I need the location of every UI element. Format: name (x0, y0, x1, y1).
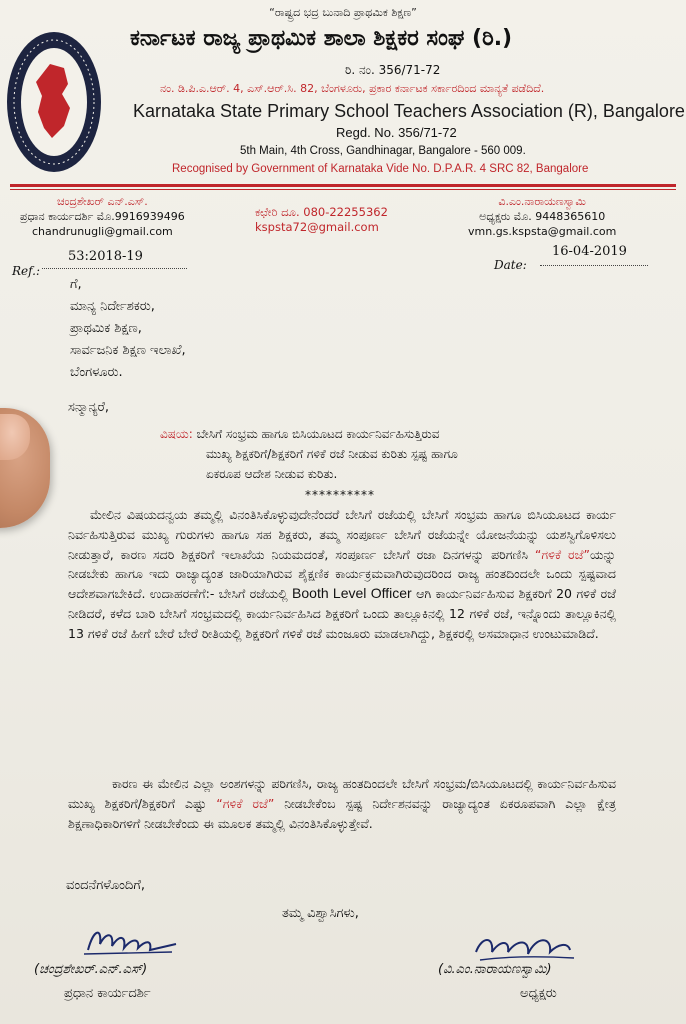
signatory-right-role: ಅಧ್ಯಕ್ಷರು (520, 986, 557, 1001)
reg-number-english: Regd. No. 356/71-72 (336, 125, 457, 140)
date-dotted-line (540, 265, 648, 266)
contact-office (255, 205, 388, 235)
para2-highlight: “ಗಳಿಕೆ ರಜೆ” (216, 795, 275, 811)
header-divider-thin (10, 189, 676, 190)
ref-number: 53:2018-19 (68, 249, 143, 264)
recipient-address (70, 274, 186, 384)
letter-date: 16-04-2019 (552, 244, 627, 259)
subject-line: ಮುಖ್ಯ ಶಿಕ್ಷಕರಿಗೆ/ಶಿಕ್ಷಕರಿಗೆ ಗಳಿಕೆ ರಜೆ ನೀಡುವ ಕುರಿತು ಸ್ಪಷ್ಟ ಹಾಗೂ (206, 447, 458, 461)
subject-label: ವಿಷಯ: (160, 427, 193, 441)
org-title-english: Karnataka State Primary School Teachers Association (R), Bangalore (133, 101, 685, 121)
to-line: ಬೆಂಗಳೂರು. (70, 365, 123, 380)
address: 5th Main, 4th Cross, Gandhinagar, Bangalore - 560 009. (240, 145, 526, 157)
paragraph-1 (68, 505, 616, 644)
booth-level-officer: Booth Level Officer (292, 585, 412, 602)
para2-text: ನೀಡಬೇಕೆಂಬ ಸ್ಪಷ್ಟ ನಿರ್ದೇಶನವನ್ನು ರಾಜ್ಯಾದ್ಯಂತ ಏಕರೂಪವಾಗಿ ಎಲ್ಲಾ ಕ್ಷೇತ್ರ ಶಿಕ್ಷಣಾಧಿಕಾರಿಗಳಿಗೆ ನೀಡಬೇಕೆಂದು ಈ ಮೂಲಕ ತಮ್ಮಲ್ಲಿ ವಿನಂತಿಸಿಕೊಳ್ಳುತ್ತೇವೆ. (68, 795, 616, 831)
president-name: ವಿ.ಎಂ.ನಾರಾಯಣಸ್ವಾಮಿ (498, 195, 586, 208)
recognition-kannada: ನಂ. ಡಿ.ಪಿ.ಎ.ಆರ್. 4, ಎಸ್.ಆರ್.ಸಿ. 82, ಬೆಂಗಳೂರು, ಪ್ರಕಾರ ಕರ್ನಾಟಕ ಸರ್ಕಾರದಿಂದ ಮಾನ್ಯತೆ ಪಡೆದಿದೆ. (160, 82, 545, 95)
secretary-role-phone: ಪ್ರಧಾನ ಕಾರ್ಯದರ್ಶಿ ಮೊ.9916939496 (20, 210, 185, 223)
recognition-english: Recognised by Government of Karnataka Vide No. D.P.A.R. 4 SRC 82, Bangalore (172, 163, 589, 175)
secretary-name: ಚಂದ್ರಶೇಖರ್ ಎನ್.ಎಸ್. (57, 195, 148, 208)
contact-secretary (20, 194, 185, 239)
closing: ವಂದನೆಗಳೊಂದಿಗೆ, (66, 878, 145, 893)
para1-highlight: “ಗಳಿಕೆ ರಜೆ” (534, 546, 590, 562)
to-line: ಪ್ರಾಥಮಿಕ ಶಿಕ್ಷಣ, (70, 321, 142, 336)
salutation: ಸನ್ಮಾನ್ಯರೆ, (68, 400, 110, 415)
to-line: ಸಾರ್ವಜನಿಕ ಶಿಕ್ಷಣ ಇಲಾಖೆ, (70, 343, 186, 358)
signatory-left-role: ಪ್ರಧಾನ ಕಾರ್ಯದರ್ಶಿ (64, 986, 151, 1001)
president-role-phone: ಅಧ್ಯಕ್ಷರು ಮೊ. 9448365610 (479, 210, 606, 223)
ref-dotted-line (42, 268, 187, 269)
subject-line: ಏಕರೂಪ ಆದೇಶ ನೀಡುವ ಕುರಿತು. (206, 467, 338, 481)
association-logo (4, 28, 104, 178)
ref-label: Ref.: (12, 264, 41, 278)
separator-stars: ********** (305, 488, 375, 502)
para2-text: ಕಾರಣ ಈ ಮೇಲಿನ ಎಲ್ಲಾ ಅಂಶಗಳನ್ನು ಪರಿಗಣಿಸಿ, ರಾಜ್ಯ ಹಂತದಿಂದಲೇ ಬೇಸಿಗೆ ಸಂಭ್ರಮ/ಬಿಸಿಯೂಟದಲ್ಲಿ ಕಾರ್ಯನಿರ್ವಹಿಸುವ ಮುಖ್ಯ ಶಿಕ್ಷಕರಿಗೆ/ಶಿಕ್ಷಕರಿಗೆ ಎಷ್ಟು (68, 776, 616, 811)
subject (160, 424, 458, 484)
para1-text: ಆಗಿ ಕಾರ್ಯನಿರ್ವಹಿಸುವ ಶಿಕ್ಷಕರಿಗೆ 20 ಗಳಿಕೆ ರಜೆ ನೀಡಿದರೆ, ಕಳೆದ ಬಾರಿ ಬೇಸಿಗೆ ಸಂಭ್ರಮದಲ್ಲಿ ಕಾರ್ಯನಿರ್ವಹಿಸಿದ ಶಿಕ್ಷಕರಿಗೆ ಒಂದು ತಾಲ್ಲೂಕಿನಲ್ಲಿ 12 ಗಳಿಕೆ ರಜೆ, ಇನ್ನೊಂದು ತಾಲ್ಲೂಕಿನಲ್ಲಿ 13 ಗಳಿಕೆ ರಜೆ ಹೀಗೆ ಬೇರೆ ಬೇರೆ ರೀತಿಯಲ್ಲಿ ಶಿಕ್ಷಕರಿಗೆ ಗಳಿಕೆ ರಜೆ ಮಂಜೂರು ಮಾಡಲಾಗಿದ್ದು, ಶಿಕ್ಷಕರಲ್ಲಿ ಅಸಮಾಧಾನ ಉಂಟುಮಾಡಿದೆ. (68, 586, 616, 641)
paragraph-2 (68, 774, 616, 833)
president-email: vmn.gs.kspsta@gmail.com (468, 225, 617, 238)
para1-text: ಯನ್ನು ನೀಡಬೇಕು ಹಾಗೂ ಇದು ರಾಜ್ಯಾದ್ಯಂತ ಜಾರಿಯಾಗಿರುವ ಶೈಕ್ಷಣಿಕ ಕಾರ್ಯಕ್ರಮವಾಗಿರುವುದರಿಂದ ರಾಜ್ಯ ಹಂತದಿಂದಲೇ ಒಂದು ಸ್ಪಷ್ಟವಾದ ಆದೇಶವಾಗಬೇಕಿದೆ. ಉದಾಹರಣೆಗೆ:- ಬೇಸಿಗೆ ರಜೆಯಲ್ಲಿ (68, 546, 617, 602)
office-email: kspsta72@gmail.com (255, 220, 379, 234)
signatory-right-name: (ವಿ.ಎಂ.ನಾರಾಯಣಸ್ವಾಮಿ) (438, 962, 552, 977)
subject-line: ಬೇಸಿಗೆ ಸಂಭ್ರಮ ಹಾಗೂ ಬಿಸಿಯೂಟದ ಕಾರ್ಯನಿರ್ವಹಿಸುತ್ತಿರುವ (196, 427, 440, 441)
header-divider (10, 184, 676, 187)
para1-text: ಮೇಲಿನ ವಿಷಯದನ್ವಯ ತಮ್ಮಲ್ಲಿ ವಿನಂತಿಸಿಕೊಳ್ಳುವುದೇನೆಂದರೆ ಬೇಸಿಗೆ ರಜೆಯಲ್ಲಿ ಬೇಸಿಗೆ ಸಂಭ್ರಮ ಹಾಗೂ ಬಿಸಿಯೂಟದ ಕಾರ್ಯ ನಿರ್ವಹಿಸುತ್ತಿರುವ ಮುಖ್ಯ ಗುರುಗಳು ಹಾಗೂ ಸಹ ಶಿಕ್ಷಕರು, ತಮ್ಮ ಸಂಪೂರ್ಣ ಬೇಸಿಗೆ ರಜೆಯನ್ನೇ ಯೋಜನೆಯನ್ನು ಯಶಸ್ವಿಗೊಳಿಸಲು ನೀಡುತ್ತಾರೆ, ಕಾರಣ ಸದರಿ ಶಿಕ್ಷಕರಿಗೆ ಇಲಾಖೆಯ ನಿಯಮದಂತೆ, ಸಂಪೂರ್ಣ ಬೇಸಿಗೆ ರಜಾ ದಿನಗಳನ್ನು ಪರಿಗಣಿಸಿ (68, 507, 616, 562)
org-title-kannada: ಕರ್ನಾಟಕ ರಾಜ್ಯ ಪ್ರಾಥಮಿಕ ಶಾಲಾ ಶಿಕ್ಷಕರ ಸಂಘ (ರಿ.) (130, 26, 513, 51)
tagline: “ರಾಷ್ಟ್ರದ ಭದ್ರ ಬುನಾದಿ ಪ್ರಾಥಮಿಕ ಶಿಕ್ಷಣ” (269, 6, 417, 19)
signature-left (80, 922, 180, 960)
to-line: ಗೆ, (70, 277, 82, 292)
to-line: ಮಾನ್ಯ ನಿರ್ದೇಶಕರು, (70, 299, 155, 314)
signatory-left-name: (ಚಂದ್ರಶೇಖರ್.ಎನ್.ಎಸ್) (34, 962, 148, 977)
reg-number-kannada: ರಿ. ನಂ. 356/71-72 (345, 63, 441, 77)
office-phone: ಕಛೇರಿ ದೂ. 080-22255362 (255, 205, 388, 219)
yours-faithfully: ತಮ್ಮ ವಿಶ್ವಾಸಿಗಳು, (282, 906, 359, 921)
secretary-email: chandrunugli@gmail.com (31, 225, 173, 238)
signature-right (470, 926, 580, 966)
contact-president (468, 194, 616, 239)
date-label: Date: (494, 258, 527, 272)
